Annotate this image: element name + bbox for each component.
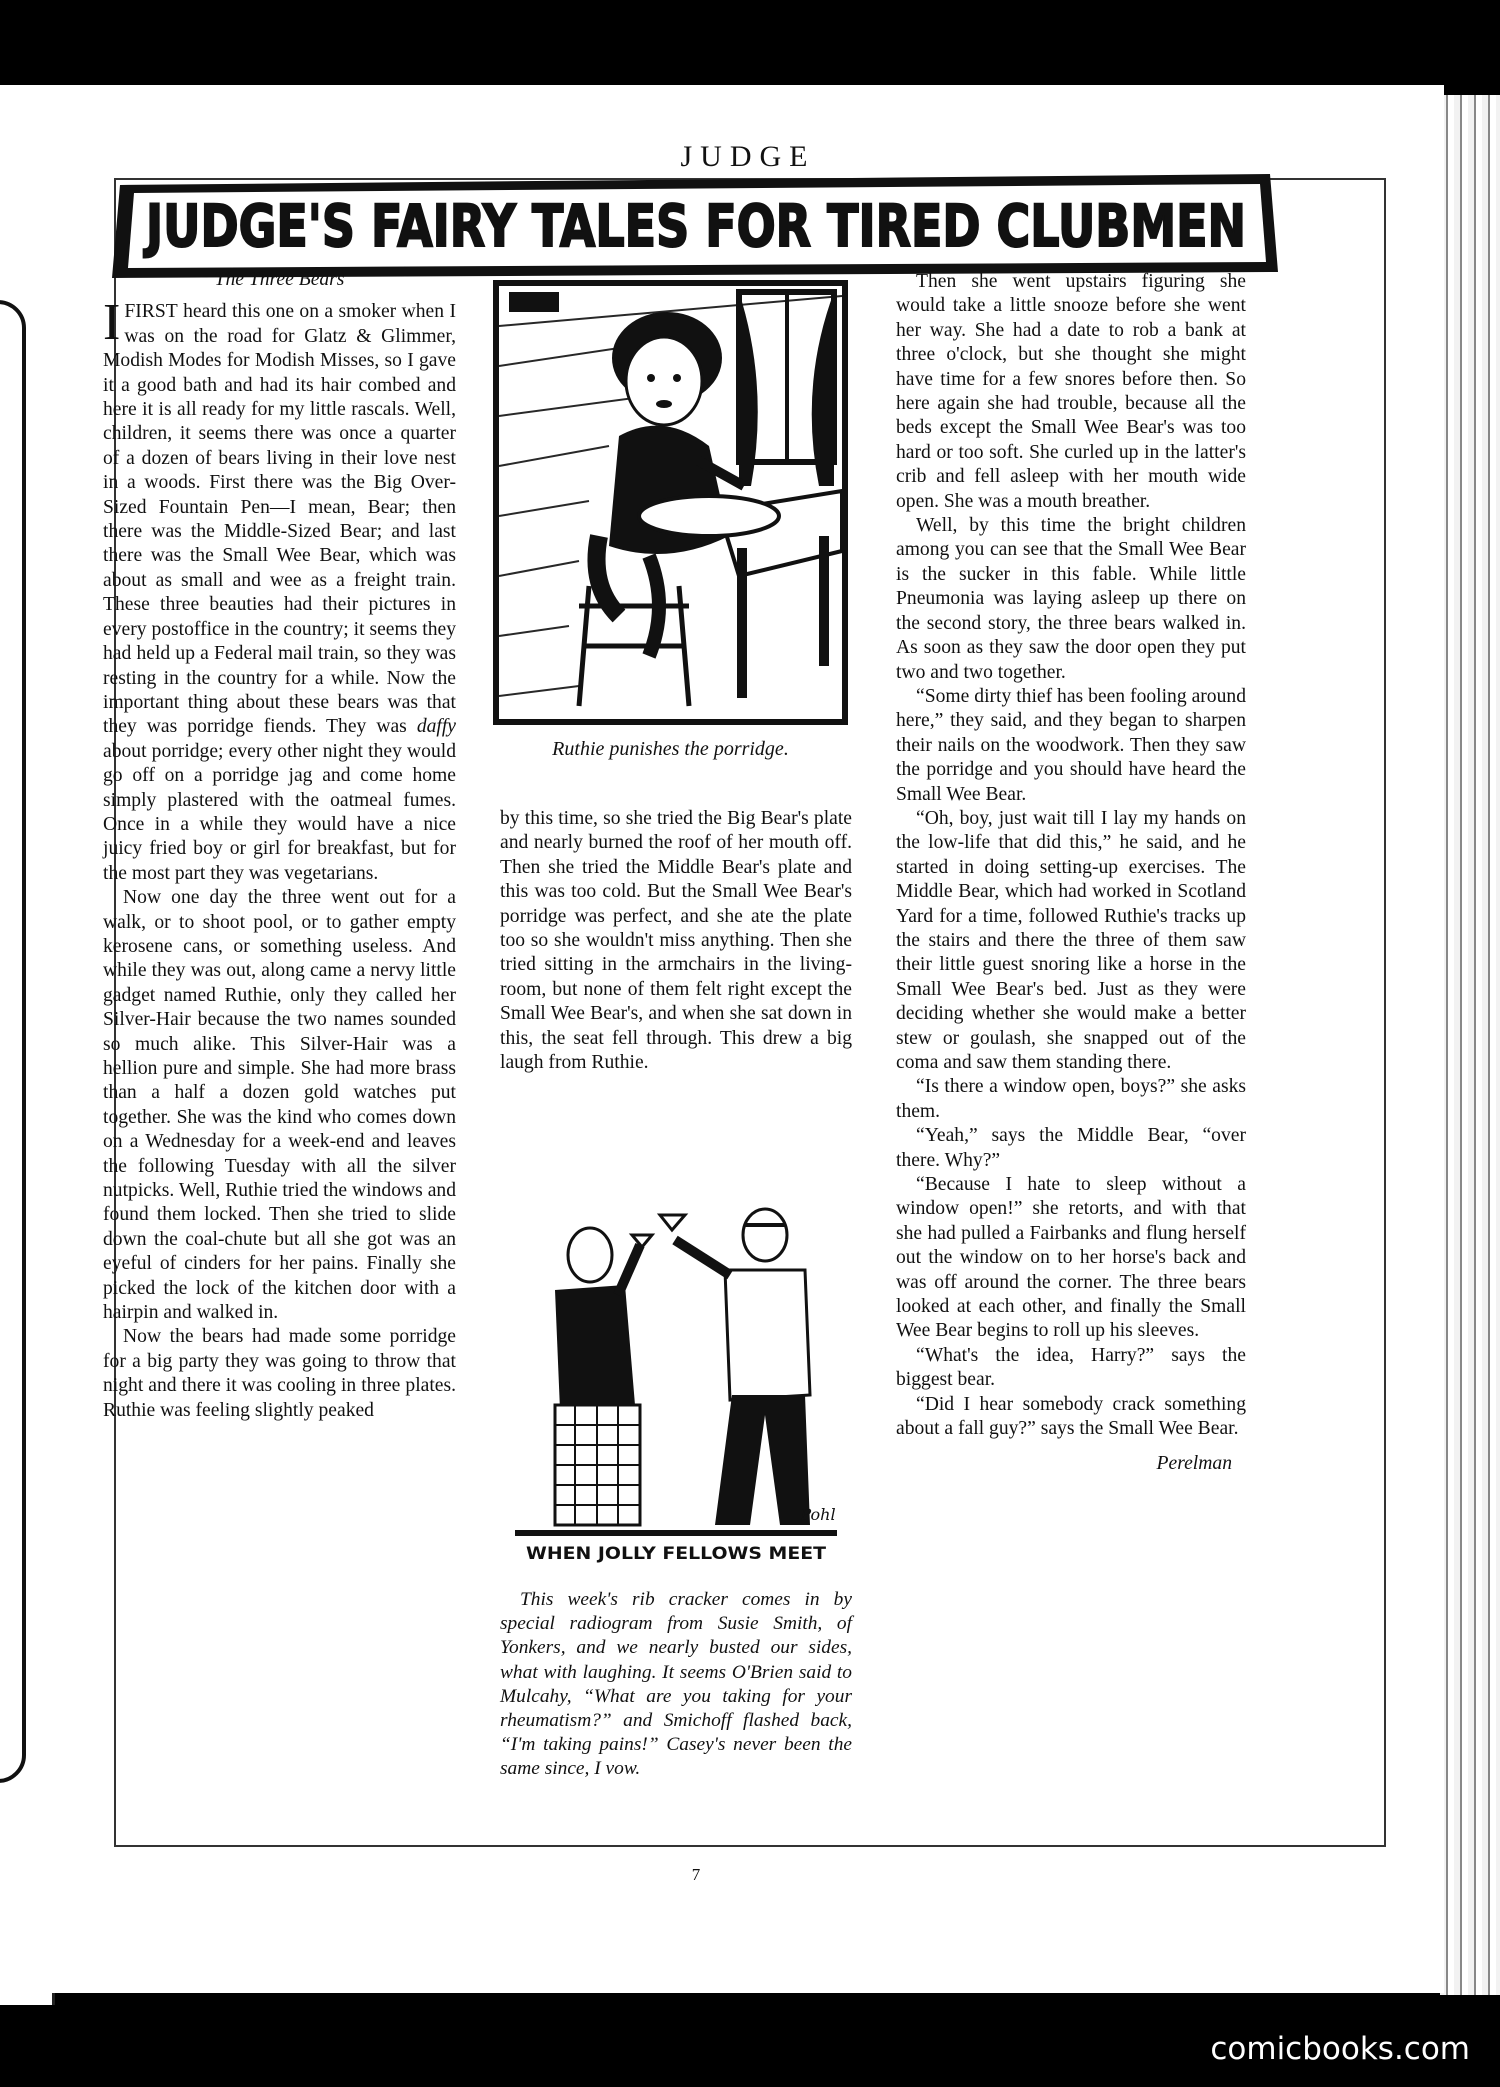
cartoon-caption: [500, 1588, 852, 1782]
paragraph-text: about porridge; every other night they would go off on a porridge jag and come home simply plastered with the oatmeal fumes. Once in a while they would have a nice juicy fried boy or girl for breakfast, but for the most part they was vegetarians.: [103, 740, 456, 884]
paragraph: Well, by this time the bright children among you can see that the Small Wee Bear is the sucker in this fable. While little Pneumonia was laying asleep up there on the second story, the three bears walked in. As soon as they saw the door open they put two and two together.: [896, 515, 1246, 683]
paragraph: “What's the idea, Harry?” says the biggest bear.: [896, 1344, 1246, 1391]
cartoon: [500, 1195, 852, 1573]
running-head: JUDGE: [680, 140, 816, 173]
story-title: The Three Bears: [214, 269, 345, 290]
cartoon-two-men-toasting: [500, 1195, 852, 1573]
drop-cap: I: [103, 294, 121, 352]
watermark: comicbooks.com: [1210, 2031, 1470, 2067]
ruthie-illustration: [493, 280, 848, 725]
author-signature: Perelman: [1156, 1452, 1232, 1474]
paragraph: “Is there a window open, boys?” she asks them.: [896, 1076, 1246, 1122]
column-3: [896, 270, 1246, 1476]
emphasis: daffy: [416, 716, 456, 738]
page-number: 7: [691, 1865, 701, 1884]
scan-right-page-stack: [1440, 95, 1500, 1995]
woodcut-girl-eating-porridge: [499, 286, 842, 719]
column-1: [103, 268, 456, 1423]
paragraph: “Because I hate to sleep without a window open!” she retorts, and with that she had pulled a Fairbanks and flung herself out the window on to her horse's back and was off around the corner. The three bears looked at each other, and finally the Small Wee Bear begins to roll up his sleeves.: [896, 1174, 1246, 1342]
paragraph: by this time, so she tried the Big Bear's plate and nearly burned the roof of her mouth off. Then she tried the Middle Bear's plate and this was too cold. But the Small Wee Bear's porridge was perfect, and she ate the plate too so she wouldn't miss anything. Then she tried sitting in the armchairs in the living-room, but none of them felt right except the Small Wee Bear's, and when she sat down in this, the seat fell through. This drew a big laugh from Ruthie.: [500, 808, 852, 1074]
paragraph: “Some dirty thief has been fooling around here,” they said, and they began to sharpen their nails on the woodwork. Then they saw the porridge and you should have heard the Small Wee Bear.: [896, 685, 1246, 805]
banner-title: JUDGE'S FAIRY TALES FOR TIRED CLUBMEN: [142, 192, 1246, 260]
illustration-caption: Ruthie punishes the porridge.: [552, 738, 789, 760]
paragraph: Then she went upstairs figuring she would take a little snooze before she went her way. She had a date to rob a bank at three o'clock, but she thought she might have time for a few snores before then. So here again she had trouble, because all the beds except the Small Wee Bear's was too hard or too soft. She curled up in the latter's crib and fell asleep with her mouth wide open. She was a mouth breather.: [896, 271, 1246, 512]
lead-in: FIRST: [124, 301, 178, 323]
column-2: [500, 807, 852, 1075]
cartoon-title: WHEN JOLLY FELLOWS MEET: [526, 1544, 827, 1564]
binding-curl: [0, 300, 26, 1783]
paragraph: “Oh, boy, just wait till I lay my hands on the low-life that did this,” he said, and he started in doing setting-up exercises. The Middle Bear, which had worked in Scotland Yard for a time, followed Ruthie's tracks up the stairs and there the three of them saw their little guest snoring like a horse in the Small Wee Bear's bed. Just as they were deciding whether she would make a better stew or goulash, she snapped out of the coma and saw them standing there.: [896, 807, 1246, 1073]
paragraph: Now one day the three went out for a walk, or to shoot pool, or to gather empty kerosene cans, or something useless. And while they was out, along came a nervy little gadget named Ruthie, only they called her Silver-Hair because the two names sounded so much alike. This Silver-Hair was a hellion pure and simple. She had more brass than a half a dozen gold watches put together. She was the kind who comes down on a Wednesday for a week-end and leaves the following Tuesday with all the silver nutpicks. Well, Ruthie tried the windows and found them locked. Then she tried to slide down the coal-chute but all she got was an eyeful of cinders for her pains. Finally she picked the lock of the kitchen door with a hairpin and walked in.: [103, 887, 456, 1324]
paragraph: Now the bears had made some porridge for a big party they was going to throw that night and there it was cooling in three plates. Ruthie was feeling slightly peaked: [103, 1326, 456, 1421]
paragraph-text: heard this one on a smoker when I was on the road for Glatz & Glimmer, Modish Modes for Modish Misses, so I gave it a good bath and had its hair combed and here it is all ready for my little rascals. Well, children, it seems there was once a quarter of a dozen of bears living in their love nest in a woods. First there was the Big Over-Sized Fountain Pen—I mean, Bear; then there was the Middle-Sized Bear; and last there was the Small Wee Bear, which was about as small and wee as a freight train. These three beauties had their pictures in every postoffice in the country; it seems they had held up a Federal mail train, so they was resting in the country for a while. Now the important thing about these bears was that they was porridge fiends. They was: [103, 301, 456, 738]
scan-left-page-edge: [0, 85, 55, 2005]
paragraph: “Did I hear somebody crack something about a fall guy?” says the Small Wee Bear.: [896, 1393, 1246, 1440]
paragraph: [103, 294, 456, 886]
cartoon-caption-text: This week's rib cracker comes in by special radiogram from Susie Smith, of Yonkers, and we nearly busted our sides, what with laughing. It seems O'Brien said to Mulcahy, “What are you taking for your rheumatism?” and Smichoff flashed back, “I'm taking pains!” Casey's never been the same since, I vow.: [500, 1589, 852, 1780]
cartoon-artist-signature: Pohl: [800, 1505, 836, 1524]
paragraph: “Yeah,” says the Middle Bear, “over there. Why?”: [896, 1125, 1246, 1171]
